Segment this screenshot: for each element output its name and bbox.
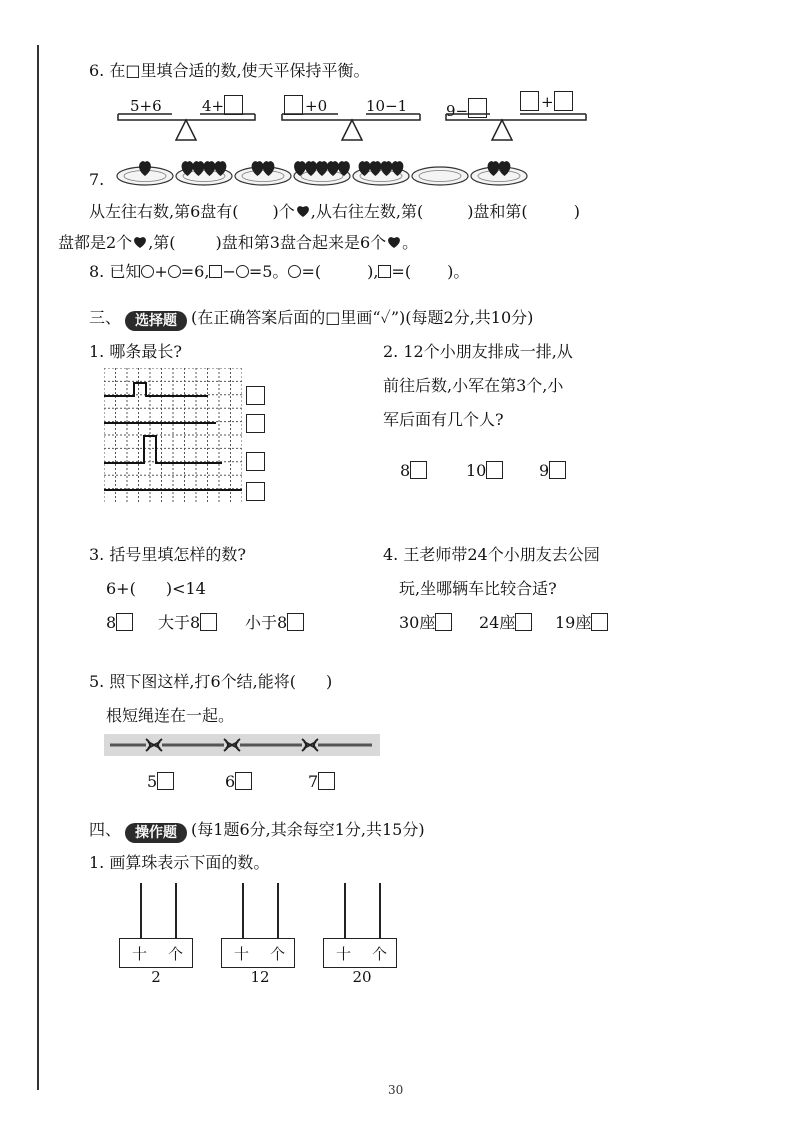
line-grid-figure xyxy=(104,368,242,502)
option-label: 8 xyxy=(106,613,117,632)
option-box[interactable] xyxy=(486,461,503,479)
s3-q5-line2: 根短绳连在一起。 xyxy=(106,706,235,725)
option-box[interactable] xyxy=(116,613,133,631)
page-number: 30 xyxy=(388,1083,404,1097)
ones-label: 个 xyxy=(168,945,184,963)
scale2-left-suffix: +0 xyxy=(305,97,328,115)
option-box[interactable] xyxy=(549,461,566,479)
option-label: 24座 xyxy=(479,613,516,632)
tens-label: 十 xyxy=(336,945,352,963)
s3-q2-option-a[interactable] xyxy=(400,461,427,481)
q7-line2-b: ,第( xyxy=(148,233,176,252)
q7-number: 7. xyxy=(89,170,105,189)
section4-desc: (每1题6分,其余每空1分,共15分) xyxy=(191,820,425,839)
q5-l1b: ) xyxy=(325,672,333,691)
abacus-number: 12 xyxy=(250,968,270,986)
q7-line2 xyxy=(58,233,418,253)
s3-q2-option-c[interactable] xyxy=(539,461,566,481)
s3-q4-line2: 玩,坐哪辆车比较合适? xyxy=(399,579,557,598)
plate xyxy=(471,161,527,185)
option-box[interactable] xyxy=(200,613,217,631)
option-label: 小于8 xyxy=(245,613,288,632)
section4-header xyxy=(89,820,425,843)
s3-q3-expr xyxy=(106,579,206,599)
ones-rod xyxy=(175,883,177,938)
square-symbol xyxy=(209,265,222,278)
section3-desc: (在正确答案后面的□里画“✓”)(每题2分,共10分) xyxy=(191,308,534,327)
plate xyxy=(294,161,350,185)
tens-label: 十 xyxy=(132,945,148,963)
ones-label: 个 xyxy=(270,945,286,963)
s3-q5-line1 xyxy=(89,672,332,692)
q8-d: − xyxy=(222,262,236,281)
plate xyxy=(353,161,409,185)
circle-symbol xyxy=(288,265,301,278)
tens-label: 十 xyxy=(234,945,250,963)
q5-l1a: 5. 照下图这样,打6个结,能将( xyxy=(89,672,296,691)
section3-banner: 选择题 xyxy=(125,311,187,331)
scale1-right: 4+ xyxy=(202,97,225,115)
s3-q4-option-a[interactable] xyxy=(399,613,452,633)
s3-q5-option-b[interactable] xyxy=(225,772,252,792)
scale1-answer-box[interactable] xyxy=(224,95,243,115)
q7-line1-a: 从左往右数,第6盘有( xyxy=(89,202,239,221)
s4-q1: 1. 画算珠表示下面的数。 xyxy=(89,853,270,872)
tens-rod xyxy=(344,883,346,938)
section4-label: 四、 xyxy=(89,820,122,839)
s3-q4-option-b[interactable] xyxy=(479,613,532,633)
s3-q2-line1: 2. 12个小朋友排成一排,从 xyxy=(383,342,573,361)
section3-header xyxy=(89,308,533,331)
q8-a: 8. 已知 xyxy=(89,262,142,281)
option-box[interactable] xyxy=(287,613,304,631)
page-margin-line xyxy=(37,45,39,1090)
strawberry-plates xyxy=(115,150,535,188)
option-label: 8 xyxy=(400,461,411,480)
plate xyxy=(235,161,291,185)
s3-q2-line3: 军后面有几个人? xyxy=(383,410,504,429)
expr-a: 6+( xyxy=(106,579,136,598)
option-box[interactable] xyxy=(591,613,608,631)
expr-b: )<14 xyxy=(165,579,206,598)
q7-line1-d: )盘和第( xyxy=(467,202,528,221)
abacus-number: 2 xyxy=(151,968,161,986)
scale3-answer-box-b[interactable] xyxy=(554,91,573,111)
option-box[interactable] xyxy=(235,772,252,790)
circle-symbol xyxy=(236,265,249,278)
q8-c: =6, xyxy=(180,262,210,281)
ones-rod xyxy=(277,883,279,938)
q7-line1-b: )个 xyxy=(272,202,295,221)
scale3-left: 9− xyxy=(446,102,469,120)
strawberry-icon xyxy=(386,235,402,249)
option-box[interactable] xyxy=(515,613,532,631)
option-label: 19座 xyxy=(555,613,592,632)
scale3-plus: + xyxy=(541,93,554,111)
option-box[interactable] xyxy=(157,772,174,790)
ones-label: 个 xyxy=(372,945,388,963)
scale2-right: 10−1 xyxy=(366,97,408,115)
option-label: 5 xyxy=(147,772,158,791)
circle-symbol xyxy=(141,265,154,278)
knotted-rope-figure xyxy=(104,734,380,756)
ones-rod xyxy=(379,883,381,938)
q7-line1 xyxy=(89,202,580,222)
scale1-left: 5+6 xyxy=(130,97,162,115)
circle-symbol xyxy=(168,265,181,278)
plate xyxy=(412,167,468,185)
q8-g: ), xyxy=(367,262,379,281)
option-label: 7 xyxy=(308,772,319,791)
s3-q4-line1: 4. 王老师带24个小朋友去公园 xyxy=(383,545,600,564)
q7-line2-d: 。 xyxy=(402,233,419,252)
s3-q3-option-a[interactable] xyxy=(106,613,133,633)
q7-line1-e: ) xyxy=(573,202,580,221)
q6-title: 6. 在□里填合适的数,使天平保持平衡。 xyxy=(89,61,370,80)
q8-e: =5。 xyxy=(248,262,289,281)
s3-q5-option-c[interactable] xyxy=(308,772,335,792)
option-label: 6 xyxy=(225,772,236,791)
line3-answer-box[interactable] xyxy=(246,452,265,471)
scale3-answer-box-a[interactable] xyxy=(520,91,539,111)
option-label: 9 xyxy=(539,461,550,480)
tens-rod xyxy=(140,883,142,938)
option-box[interactable] xyxy=(410,461,427,479)
line4-answer-box[interactable] xyxy=(246,482,265,501)
plate xyxy=(117,161,173,185)
s3-q5-option-a[interactable] xyxy=(147,772,174,792)
section4-banner: 操作题 xyxy=(125,823,187,843)
q8-b: + xyxy=(154,262,168,281)
q7-line1-c: ,从右往左数,第( xyxy=(310,202,424,221)
s3-q3: 3. 括号里填怎样的数? xyxy=(89,545,246,564)
option-label: 大于8 xyxy=(158,613,201,632)
option-box[interactable] xyxy=(318,772,335,790)
line1-answer-box[interactable] xyxy=(246,386,265,405)
square-symbol xyxy=(378,265,391,278)
tens-rod xyxy=(242,883,244,938)
line2-answer-box[interactable] xyxy=(246,414,265,433)
strawberry-icon xyxy=(295,204,311,218)
q8-h: =( xyxy=(391,262,412,281)
q8-i: )。 xyxy=(447,262,470,281)
s3-q3-option-b[interactable] xyxy=(158,613,217,633)
scale3-answer-box[interactable] xyxy=(468,98,487,118)
q7-line2-c: )盘和第3盘合起来是6个 xyxy=(215,233,387,252)
abacus-number: 20 xyxy=(352,968,372,986)
s3-q2-option-b[interactable] xyxy=(466,461,503,481)
strawberry-icon xyxy=(132,235,148,249)
s3-q1: 1. 哪条最长? xyxy=(89,342,182,361)
q7-line2-a: 盘都是2个 xyxy=(58,233,133,252)
option-box[interactable] xyxy=(435,613,452,631)
option-label: 10 xyxy=(466,461,487,480)
q8-line xyxy=(89,262,469,282)
s3-q4-option-c[interactable] xyxy=(555,613,608,633)
plate xyxy=(176,161,232,185)
s3-q3-option-c[interactable] xyxy=(245,613,304,633)
option-label: 30座 xyxy=(399,613,436,632)
section3-label: 三、 xyxy=(89,308,122,327)
q8-f: =( xyxy=(301,262,322,281)
scale2-answer-box[interactable] xyxy=(284,95,303,115)
s3-q2-line2: 前往后数,小军在第3个,小 xyxy=(383,376,564,395)
